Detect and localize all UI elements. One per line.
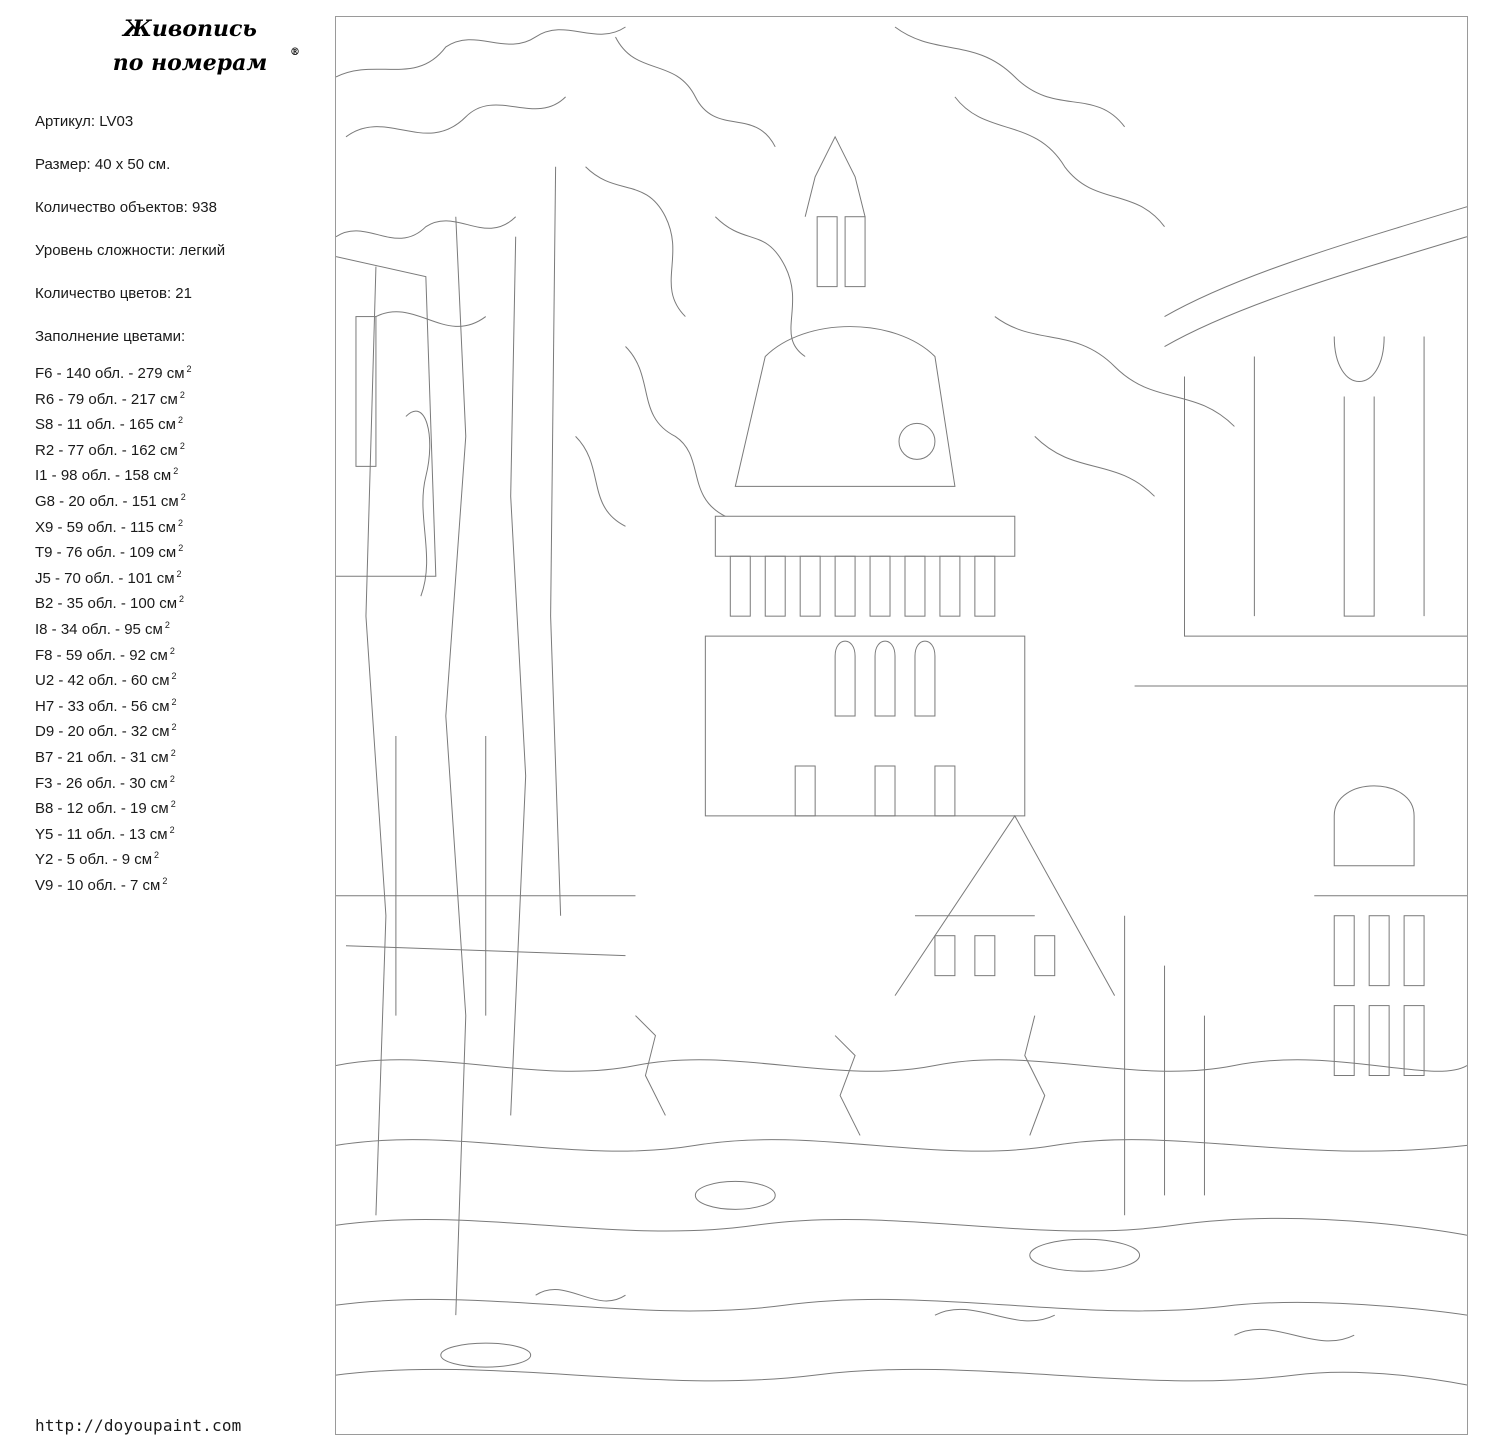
- color-fill-text: T9 - 76 обл. - 109 см: [35, 544, 177, 562]
- color-fill-text: V9 - 10 обл. - 7 см: [35, 876, 161, 894]
- area-unit-superscript: 2: [169, 645, 175, 656]
- color-count: Количество цветов: 21: [35, 285, 192, 302]
- area-unit-superscript: 2: [164, 619, 170, 630]
- color-fill-text: R2 - 77 обл. - 162 см: [35, 441, 178, 459]
- color-fill-row: [35, 589, 192, 615]
- color-fill-text: B2 - 35 обл. - 100 см: [35, 595, 178, 613]
- color-fill-row: [35, 487, 192, 513]
- area-unit-superscript: 2: [170, 747, 176, 758]
- brand-title-line-2-text: по номерам: [112, 50, 268, 76]
- brand-logo: [90, 12, 300, 80]
- area-unit-superscript: 2: [177, 415, 183, 426]
- color-fill-row: [35, 615, 192, 641]
- canvas-size: Размер: 40 х 50 см.: [35, 156, 171, 173]
- area-unit-superscript: 2: [179, 594, 185, 605]
- color-fill-row: [35, 794, 192, 820]
- color-fill-text: R6 - 79 обл. - 217 см: [35, 390, 178, 408]
- color-fill-text: I1 - 98 обл. - 158 см: [35, 467, 172, 485]
- color-fill-row: [35, 538, 192, 564]
- area-unit-superscript: 2: [173, 466, 179, 477]
- coloring-canvas: [335, 16, 1468, 1435]
- color-fill-row: [35, 743, 192, 769]
- color-fill-row: [35, 769, 192, 795]
- brand-title-line-1: Живопись: [123, 16, 257, 42]
- color-fill-text: S8 - 11 обл. - 165 см: [35, 416, 176, 434]
- color-fill-text: D9 - 20 обл. - 32 см: [35, 723, 170, 741]
- color-fill-row: [35, 436, 192, 462]
- color-fill-row: [35, 717, 192, 743]
- color-fill-row: [35, 666, 192, 692]
- color-fill-row: [35, 845, 192, 871]
- color-fill-row: [35, 564, 192, 590]
- color-fill-row: [35, 871, 192, 897]
- area-unit-superscript: 2: [171, 696, 177, 707]
- area-unit-superscript: 2: [171, 722, 177, 733]
- color-fill-row: [35, 385, 192, 411]
- color-fill-text: X9 - 59 обл. - 115 см: [35, 518, 176, 536]
- area-unit-superscript: 2: [180, 491, 186, 502]
- color-fill-text: H7 - 33 обл. - 56 см: [35, 697, 170, 715]
- color-fill-row: [35, 461, 192, 487]
- color-fill-row: [35, 692, 192, 718]
- color-fill-text: U2 - 42 обл. - 60 см: [35, 672, 170, 690]
- area-unit-superscript: 2: [154, 850, 160, 861]
- area-unit-superscript: 2: [171, 671, 177, 682]
- area-unit-superscript: 2: [169, 773, 175, 784]
- color-fill-row: [35, 410, 192, 436]
- area-unit-superscript: 2: [170, 799, 176, 810]
- registered-mark: ®: [290, 47, 300, 58]
- color-fill-text: F8 - 59 обл. - 92 см: [35, 646, 168, 664]
- color-fill-text: G8 - 20 обл. - 151 см: [35, 492, 179, 510]
- product-info: [35, 100, 225, 358]
- color-fill-row: [35, 513, 192, 539]
- outline-drawing: [336, 17, 1467, 1434]
- color-fill-row: [35, 820, 192, 846]
- article-code: Артикул: LV03: [35, 113, 134, 130]
- color-fill-text: F3 - 26 обл. - 30 см: [35, 774, 168, 792]
- color-fill-row: [35, 641, 192, 667]
- area-unit-superscript: 2: [179, 440, 185, 451]
- color-fill-text: B8 - 12 обл. - 19 см: [35, 800, 169, 818]
- color-fill-row: [35, 359, 192, 385]
- color-fill-text: Y5 - 11 обл. - 13 см: [35, 825, 168, 843]
- color-fill-text: Y2 - 5 обл. - 9 см: [35, 851, 153, 869]
- color-fill-text: I8 - 34 обл. - 95 см: [35, 620, 163, 638]
- area-unit-superscript: 2: [178, 543, 184, 554]
- object-count: Количество объектов: 938: [35, 199, 217, 216]
- color-fill-text: F6 - 140 обл. - 279 см: [35, 365, 185, 382]
- area-unit-superscript: 2: [162, 875, 168, 886]
- fill-heading: Заполнение цветами:: [35, 328, 186, 345]
- color-fill-text: B7 - 21 обл. - 31 см: [35, 748, 169, 766]
- color-fill-list: [35, 359, 192, 896]
- color-fill-text: J5 - 70 обл. - 101 см: [35, 569, 175, 587]
- area-unit-superscript: 2: [179, 389, 185, 400]
- area-unit-superscript: 2: [177, 517, 183, 528]
- brand-title-line-2: [90, 46, 300, 80]
- area-unit-superscript: 2: [176, 568, 182, 579]
- website-link[interactable]: http://doyoupaint.com: [35, 1416, 242, 1435]
- area-unit-superscript: 2: [186, 364, 192, 374]
- area-unit-superscript: 2: [169, 824, 175, 835]
- difficulty-level: Уровень сложности: легкий: [35, 242, 226, 259]
